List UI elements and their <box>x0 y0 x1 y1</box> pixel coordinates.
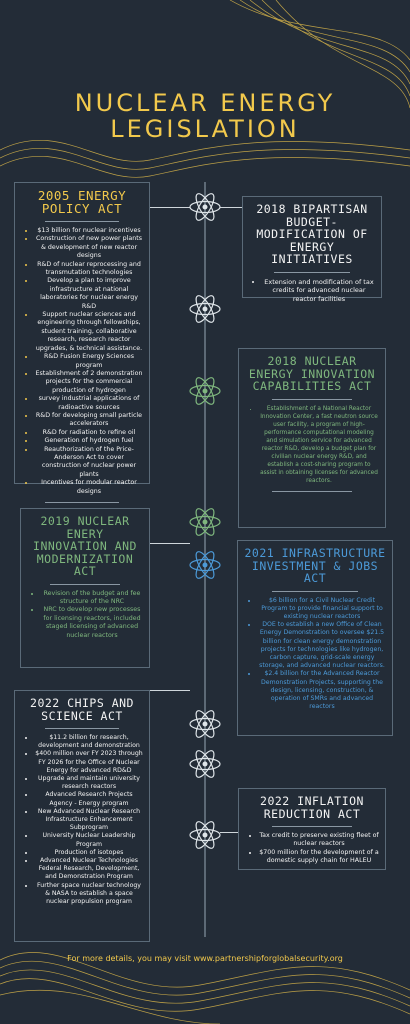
list-item: • survey industrial applications of radioactive sources <box>35 395 143 412</box>
card-2005-energy-policy-act <box>14 182 150 495</box>
list-item: • $11.2 billion for research, development and demonstration <box>35 734 143 750</box>
card-title: 2018 NUCLEAR ENERGY INNOVATION CAPABILITIES ACT <box>248 354 376 393</box>
list-item: • Production of isotopes <box>35 849 143 857</box>
list-item: • $400 million over FY 2023 through FY 2026 for the Office of Nuclear Energy for advanced RD&D <box>35 750 143 775</box>
list-item: • Tax credit to preserve existing fleet of nuclear reactors <box>259 832 379 849</box>
atom-icon <box>188 374 222 408</box>
card-list <box>21 734 143 906</box>
card-2022-chips-and-science-act <box>14 690 150 942</box>
card-title: 2019 NUCLEAR ENERY INNOVATION AND MODERNIZATION ACT <box>33 514 137 578</box>
atom-icon <box>188 505 222 539</box>
card-list <box>27 590 143 640</box>
divider <box>272 491 352 492</box>
divider <box>274 272 350 273</box>
divider <box>272 591 357 592</box>
card-2018-bipartisan-budget <box>242 196 382 303</box>
list-item: • Support nuclear sciences and engineering through fellowships, student training, collaborative research, research reactor upgrades, & technical assistance. <box>35 311 143 353</box>
list-item: • New Advanced Nuclear Research Infrastructure Enhancement Subprogram <box>35 808 143 833</box>
atom-icon <box>188 707 222 741</box>
connector <box>220 207 242 208</box>
list-item: • University Nuclear Leadership Program <box>35 832 143 848</box>
card-2022-inflation-reduction-act <box>238 788 386 870</box>
list-item: • R&D for radiation to refine oil <box>35 429 143 437</box>
list-item: • Revision of the budget and fee structure of the NRC <box>41 590 143 607</box>
card-list <box>245 832 379 866</box>
connector <box>150 543 190 544</box>
divider <box>45 502 118 503</box>
footer-text: For more details, you may visit www.partnershipforglobalsecurity.org <box>67 954 343 963</box>
card-list <box>244 597 386 712</box>
list-item: • Advanced Nuclear Technologies Federal Research, Development, and Demonstration Program <box>35 857 143 882</box>
list-item: • Incentives for modular reactor designs <box>35 479 143 496</box>
atom-icon <box>188 818 222 852</box>
card-title: 2022 INFLATION REDUCTION ACT <box>260 794 364 821</box>
list-item: • R&D Fusion Energy Sciences program <box>35 353 143 370</box>
list-item: • Advanced Research Projects Agency - Energy program <box>35 791 143 807</box>
atom-icon <box>188 190 222 224</box>
page-title: NUCLEAR ENERGY LEGISLATION <box>74 89 336 143</box>
list-item: • Further space nuclear technology & NASA to establish a space nuclear propulsion program <box>35 882 143 907</box>
connector <box>220 832 238 833</box>
card-2018-nuclear-energy-innovation-capabilities-act <box>238 348 386 528</box>
list-item: • DOE to establish a new Office of Clean Energy Demonstration to oversee $21.5 billion for clean energy demonstration projects for technologies like hydrogen, carbon capture, grid-scale energy storage, and advanced nuclear reactors. <box>258 621 386 670</box>
divider <box>45 728 118 729</box>
list-item: • R&D of nuclear reprocessing and transmutation technologies <box>35 261 143 278</box>
list-item: • Reauthorization of the Price-Anderson Act to cover construction of nuclear power plants <box>35 446 143 480</box>
list-item: • Develop a plan to improve infrastructure at national laboratories for nuclear energy R&D <box>35 277 143 311</box>
divider <box>50 584 120 585</box>
list-item: • $13 billion for nuclear incentives <box>35 227 143 235</box>
divider <box>45 221 118 222</box>
list-item: • R&D for developing small particle accelerators <box>35 412 143 429</box>
card-title: 2022 CHIPS AND SCIENCE ACT <box>30 696 134 723</box>
list-item: • Upgrade and maintain university research reactors <box>35 775 143 791</box>
list-item: • $700 million for the development of a domestic supply chain for HALEU <box>259 849 379 866</box>
list-item: • $6 billion for a Civil Nuclear Credit Program to provide financial support to existing nuclear reactors <box>258 597 386 622</box>
card-list <box>21 227 143 496</box>
card-2021-infrastructure-investment-jobs-act <box>237 540 393 736</box>
card-title: 2018 BIPARTISAN BUDGET-MODIFICATION OF ENERGY INITIATIVES <box>256 202 368 266</box>
atom-icon <box>188 548 222 582</box>
list-item: • Extension and modification of tax credits for advanced nuclear reactor facilities <box>263 278 375 304</box>
card-title: 2005 ENERGY POLICY ACT <box>37 188 127 216</box>
divider <box>272 399 352 400</box>
card-title: 2021 INFRASTRUCTURE INVESTMENT & JOBS ACT <box>244 546 386 585</box>
list-item: • Establishment of a National Reactor Innovation Center, a fast neutron source user facility, a program of high-performance computational modeling and simulation service for advanced reactor R&D, develop a budget plan for civilian nuclear energy R&D, and establish a cost-sharing program to assist in obtaining licenses for advanced reactors. <box>259 405 379 485</box>
atom-icon <box>188 747 222 781</box>
connector <box>150 690 190 691</box>
card-2019-nuclear-energy-innovation-modernization-act <box>20 508 150 668</box>
list-item: • NRC to develop new processes for licensing reactors, included staged licensing of advanced nuclear reactors <box>41 606 143 640</box>
list-item: • Construction of new power plants & development of new reactor designs <box>35 235 143 260</box>
connector <box>150 207 190 208</box>
card-list <box>245 405 379 485</box>
page-title-wrap <box>0 90 410 142</box>
list-item: • $2.4 billion for the Advanced Reactor Demonstration Projects, supporting the design, licensing, construction, & operation of SMRs and advanced reactors <box>258 670 386 711</box>
list-item: • Establishment of 2 demonstration projects for the commercial production of hydrogen <box>35 370 143 395</box>
divider <box>272 826 352 827</box>
atom-icon <box>188 292 222 326</box>
list-item: • Generation of hydrogen fuel <box>35 437 143 445</box>
card-list <box>249 278 375 304</box>
